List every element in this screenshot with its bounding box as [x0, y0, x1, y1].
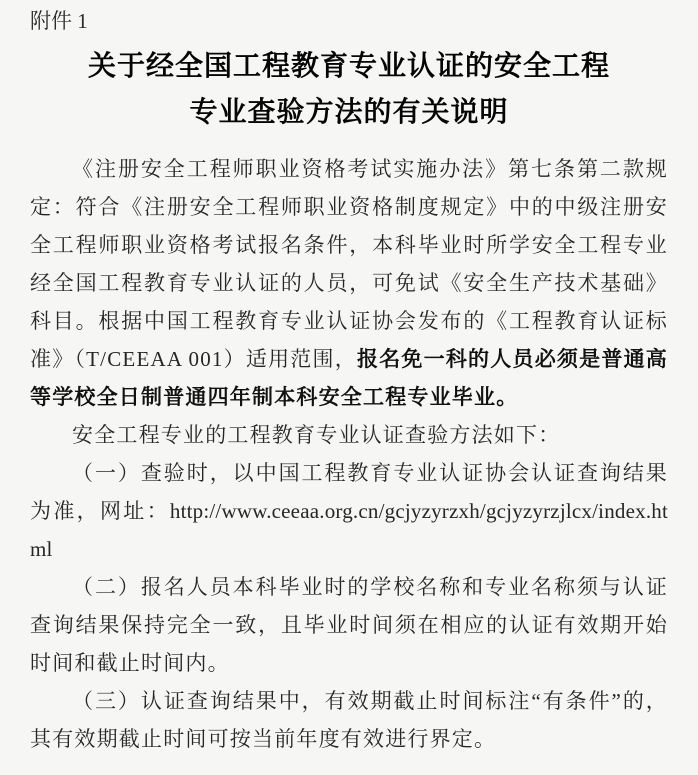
- paragraph-item-1: [30, 454, 668, 568]
- paragraph-regulation-text: 《注册安全工程师职业资格考试实施办法》第七条第二款规定：符合《注册安全工程师职业资格制度规定》中的中级注册安全工程师职业资格考试报名条件，本科毕业时所学安全工程专业经全国工程教育专业认证的人员，可免试《安全生产技术基础》科目。根据中国工程教育专业认证协会发布的《工程教育认证标准》（T/CEEAA 001）适用范围，: [30, 157, 668, 371]
- paragraph-method-intro: 安全工程专业的工程教育专业认证查验方法如下：: [72, 423, 561, 447]
- paragraph-item-3: （三）认证查询结果中，有效期截止时间标注“有条件”的，其有效期截止时间可按当前年度有效进行界定。: [30, 689, 668, 751]
- document-title: [30, 44, 668, 136]
- ceeaa-query-url-text: http://www.ceeaa.org.cn/gcjyzyrzxh/gcjyzyrzjlcx/index.html: [30, 499, 668, 561]
- paragraph-regulation-bold-emphasis: 报名免一科的人员必须是普通高等学校全日制普通四年制本科安全工程专业毕业。: [30, 347, 668, 409]
- title-line-1: 关于经全国工程教育专业认证的安全工程: [87, 51, 610, 82]
- paragraph-item-1-text: （一）查验时，以中国工程教育专业认证协会认证查询结果为准，网址：: [30, 461, 668, 523]
- title-line-2: 专业查验方法的有关说明: [189, 97, 509, 128]
- paragraph-regulation: [30, 150, 668, 416]
- attachment-label: 附件 1: [30, 9, 88, 33]
- document-body: [30, 150, 668, 758]
- paragraph-item-2: （二）报名人员本科毕业时的学校名称和专业名称须与认证查询结果保持完全一致，且毕业时间须在相应的认证有效期开始时间和截止时间内。: [30, 575, 668, 675]
